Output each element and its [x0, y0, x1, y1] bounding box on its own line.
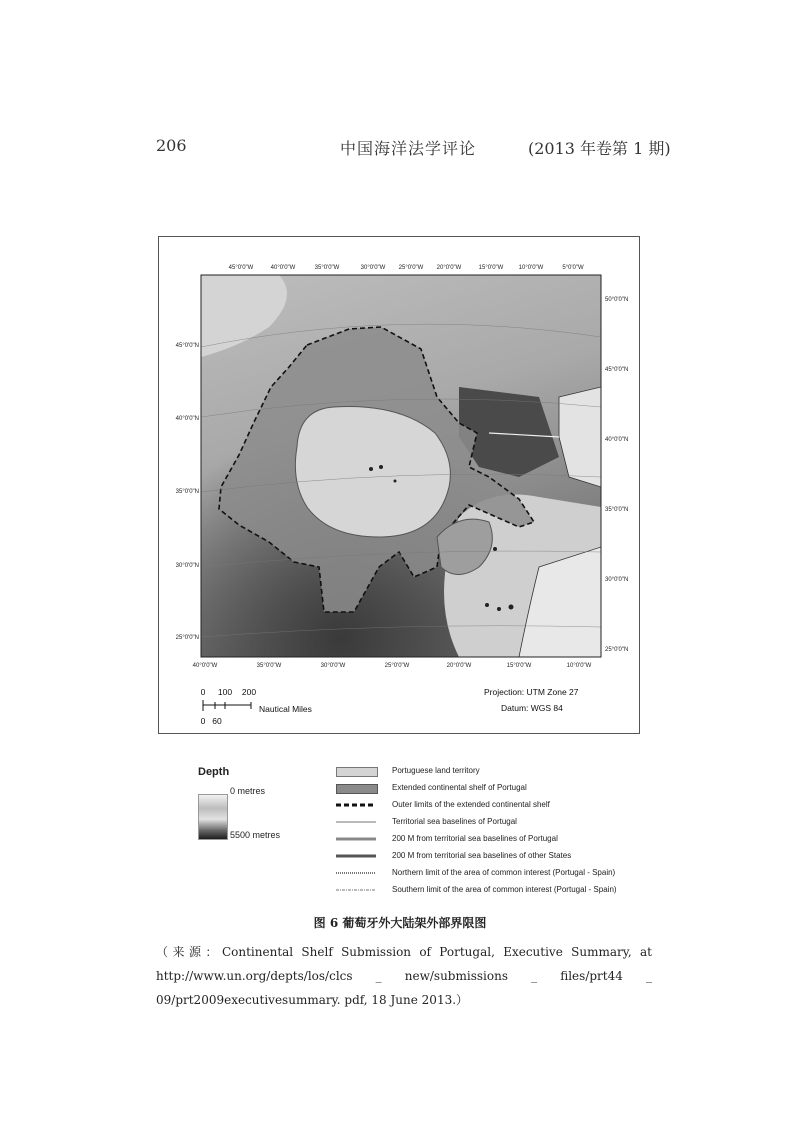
- figure-source: （来源：Continental Shelf Submission of Portugal, Executive Summary, at http://www.un.org/depts/los/clcs _ new/submissions _ files/prt44 _ 09/prt2009executivesummary. pdf, 18 June 2013.）: [156, 945, 652, 1007]
- azores-island: [379, 465, 383, 469]
- scale-unit: Nautical Miles: [259, 704, 312, 714]
- lat-label: 30°0'0"N: [175, 563, 199, 569]
- depth-gradient-bar: [198, 794, 228, 840]
- lon-label: 5°0'0"W: [562, 265, 584, 271]
- lon-label: 10°0'0"W: [518, 265, 544, 271]
- lon-label: 35°0'0"W: [256, 663, 282, 669]
- map-frame: [158, 236, 640, 734]
- right-latitude-labels: [605, 297, 628, 653]
- lat-label: 25°0'0"N: [175, 635, 199, 641]
- depth-max-label: 5500 metres: [230, 830, 281, 840]
- lat-label: 30°0'0"N: [605, 577, 629, 583]
- journal-title: 中国海洋法学评论: [340, 139, 477, 158]
- lat-label: 50°0'0"N: [605, 297, 629, 303]
- legend-item-200m-portugal: 200 M from territorial sea baselines of Portugal: [392, 834, 558, 843]
- svg-text:200: 200: [241, 687, 257, 697]
- projection-label: Projection: UTM Zone 27: [484, 687, 579, 697]
- lat-label: 45°0'0"N: [605, 367, 629, 373]
- legend-item-southern-limit: Southern limit of the area of common interest (Portugal - Spain): [392, 885, 617, 894]
- azores-island: [394, 480, 397, 483]
- datum-label: Datum: WGS 84: [501, 703, 563, 713]
- lon-label: 40°0'0"W: [270, 265, 296, 271]
- left-latitude-labels: [176, 343, 199, 641]
- lat-label: 45°0'0"N: [175, 343, 199, 349]
- map-legend: [158, 760, 638, 900]
- legend-item-land: Portuguese land territory: [336, 764, 636, 778]
- lon-label: 10°0'0"W: [566, 663, 592, 669]
- lon-label: 40°0'0"W: [192, 663, 218, 669]
- madeira-island: [493, 547, 497, 551]
- lon-label: 15°0'0"W: [506, 663, 532, 669]
- legend-item-extended-shelf: Extended continental shelf of Portugal: [336, 781, 636, 795]
- legend-item-outer-limits: Outer limits of the extended continental shelf: [392, 800, 550, 809]
- lon-label: 35°0'0"W: [314, 265, 340, 271]
- canary-island: [497, 607, 501, 611]
- lat-label: 35°0'0"N: [175, 489, 199, 495]
- azores-island: [369, 467, 373, 471]
- lon-label: 45°0'0"W: [228, 265, 254, 271]
- depth-min-label: 0 metres: [230, 786, 266, 796]
- page-number: 206: [156, 136, 187, 155]
- canary-island: [485, 603, 489, 607]
- top-longitude-labels: [229, 265, 584, 271]
- scale-bar: [201, 687, 312, 726]
- bottom-longitude-labels: [193, 663, 592, 669]
- lat-label: 35°0'0"N: [605, 507, 629, 513]
- legend-item-northern-limit: Northern limit of the area of common interest (Portugal - Spain): [392, 868, 616, 877]
- lon-label: 15°0'0"W: [478, 265, 504, 271]
- lat-label: 25°0'0"N: [605, 647, 629, 653]
- lon-label: 20°0'0"W: [436, 265, 462, 271]
- svg-text:0: 0: [200, 716, 206, 726]
- lon-label: 30°0'0"W: [360, 265, 386, 271]
- issue-label: (2013 年卷第 1 期): [528, 139, 671, 158]
- svg-text:60: 60: [212, 716, 222, 726]
- lat-label: 40°0'0"N: [605, 437, 629, 443]
- legend-item-baselines: Territorial sea baselines of Portugal: [392, 817, 517, 826]
- svg-text:100: 100: [217, 687, 233, 697]
- canary-island: [509, 605, 514, 610]
- bathymetry-map: [159, 237, 639, 733]
- lon-label: 25°0'0"W: [398, 265, 424, 271]
- svg-text:0: 0: [200, 687, 206, 697]
- lon-label: 20°0'0"W: [446, 663, 472, 669]
- depth-title: Depth: [198, 766, 230, 778]
- figure-caption: 图 6 葡萄牙外大陆架外部界限图: [313, 916, 487, 930]
- lat-label: 40°0'0"N: [175, 416, 199, 422]
- lon-label: 25°0'0"W: [384, 663, 410, 669]
- lon-label: 30°0'0"W: [320, 663, 346, 669]
- legend-item-200m-other: 200 M from territorial sea baselines of other States: [392, 851, 572, 860]
